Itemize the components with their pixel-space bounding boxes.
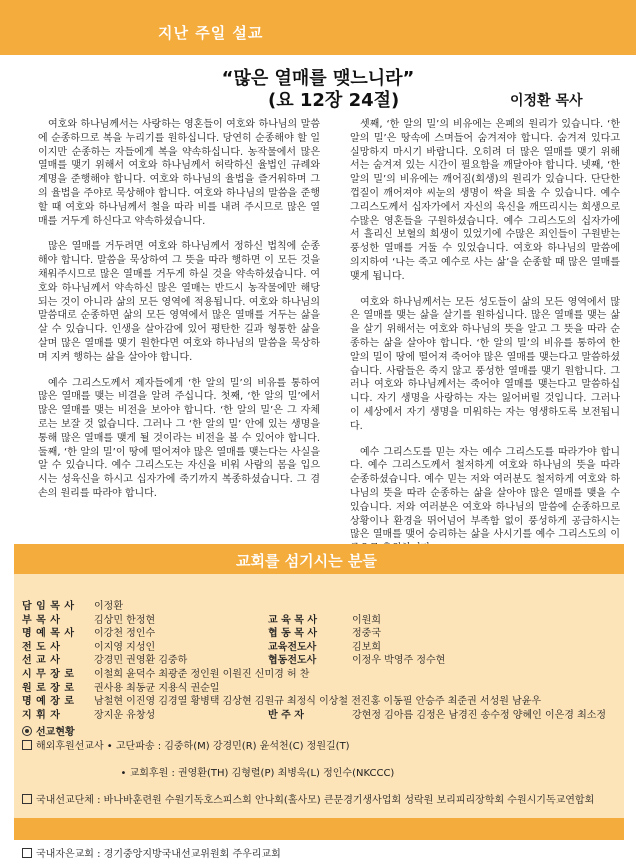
mission-text: 국내선교단체 : 바나바훈련원 수원기독호스피스회 안나회(홀사모) 큰문경기생사업회 성락원 보리피리장학회 수원시기독교연합회 [36, 794, 595, 806]
mission-text: 국내자은교회 : 경기중앙지방국내선교위원회 주우리교회 [36, 849, 281, 861]
sermon-right-column [350, 118, 620, 568]
sermon-title: “많은 열매를 맺느니라” [221, 68, 415, 89]
staff-names: 이지영 지성인 [94, 641, 156, 653]
staff-role: 담 임 목 사 [22, 601, 75, 612]
staff-names: 김상민 한정현 [94, 614, 156, 626]
staff-row [22, 668, 622, 682]
staff-row [22, 600, 622, 614]
staff-heading: 교회를 섬기시는 분들 [236, 552, 377, 570]
sermon-paragraph: 여호와 하나님께서는 사랑하는 영혼들이 여호와 하나님의 말씀에 순종하므로 복을 누리기를 원하십니다. 당연히 순종해야 할 일이지만 순종하는 자들에게 복을 약속하십니다. 농작물에서 많은 열매를 맺기 위해서 여호와 하나님께서 허락하신 율법인 규례와 계명을 준행해야 합니다. 여호와 하나님의 율법을 즐거워하며 그의 율법을 주야로 묵상해야 합니다. 여호와 하나님의 말씀을 준행할 때 여호와 하나님께서 철을 따라 비를 내려 주시므로 많은 열매를 거두게 하신다고 약속하셨습니다. [38, 119, 320, 227]
staff-row [22, 682, 622, 696]
staff-role: 협 동 목 사 [268, 628, 318, 640]
bullet-square-icon [22, 794, 32, 804]
staff-names: 이정우 박영주 정수현 [352, 655, 446, 667]
staff-role: 명 예 장 로 [22, 696, 75, 708]
staff-row [22, 709, 622, 723]
staff-names: 김보희 [352, 641, 381, 653]
staff-row [22, 627, 622, 641]
top-banner [0, 0, 636, 55]
staff-row [22, 654, 622, 668]
staff-role: 명 예 목 사 [22, 628, 75, 640]
section-tab-label: 지난 주일 설교 [158, 24, 264, 42]
mission-text: • 교회후원 : 권영환(TH) 김형렬(P) 최병욱(L) 정인수(NKCCC) [34, 767, 395, 779]
staff-panel-header [14, 544, 624, 574]
staff-list [22, 600, 622, 722]
mission-text: 해외후원선교사 • 고단파송 : 김중하(M) 강경민(R) 윤석천(C) 정원길(T) [36, 740, 350, 752]
staff-role: 교 육 목 사 [268, 614, 318, 626]
staff-names: 정중국 [352, 628, 381, 640]
staff-names: 강현정 김아름 김정은 남경진 송수정 양혜인 이은경 최소정 [352, 709, 607, 721]
staff-names: 이철희 윤덕수 최광준 정인원 이원진 신미경 허 찬 [94, 668, 310, 680]
staff-names: 이원희 [352, 614, 381, 626]
bullet-square-icon [22, 848, 32, 858]
mission-line [22, 740, 622, 754]
staff-role: 교육전도사 [268, 641, 317, 653]
mission-line [22, 753, 622, 794]
staff-names: 이정환 [94, 601, 123, 612]
staff-role: 원 로 장 로 [22, 682, 75, 694]
staff-names: 권사용 최동균 지용식 권순일 [94, 682, 220, 694]
staff-row [22, 641, 622, 655]
sermon-scripture: (요 12장 24절) [268, 90, 400, 111]
sermon-paragraph: 셋째, ‘한 알의 밀’의 비유에는 은폐의 원리가 있습니다. ‘한 알의 밀’은 땅속에 스며들어 숨겨져야 합니다. 숨겨져 있다고 실망하지 마시기 바랍니다. 오히려 더 많은 열매를 맺기 위해서는 숨겨져 있는 시간이 필요함을 깨달아야 합니다. 넷째, ‘한 알의 밀’의 비유에는 깨어짐(회생)의 원리가 있습니다. 단단한 껍질이 깨어져야 씨눈의 생명이 싹을 틔울 수 있습니다. 예수 그리스도께서 십자가에서 자신의 육신을 깨뜨리시는 희생으로 수많은 영혼들을 구원하셨습니다. 예수 그리스도의 십자가에서 흘리신 보혈의 희생이 있었기에 수많은 죄인들이 구원받는 풍성한 열매를 거둘 수 있었습니다. 여호와 하나님의 말씀에 의지하여 ‘나는 죽고 예수로 사는 삶’을 순종할 때 많은 열매를 맺게 됩니다. [350, 119, 620, 282]
mission-heading-row [22, 726, 622, 740]
sermon-paragraph: 많은 열매를 거두려면 여호와 하나님께서 정하신 법칙에 순종해야 합니다. 말씀을 묵상하여 그 뜻을 따라 행하면 이 모든 것을 채워주시므로 많은 열매를 거두게 하실 것을 약속하셨습니다. 여호와 하나님께서 약속하신 많은 열매는 반드시 농작물에만 해당되는 것이 아니라 삶의 모든 영역에 적용됩니다. 여호와 하나님의 말씀대로 순종하면 삶의 모든 영역에서 많은 열매를 거두는 삶을 살 수 있습니다. 인생을 살아감에 있어 평탄한 길과 형통한 삶을 살며 많은 열매를 맺기 원한다면 여호와 하나님의 말씀을 묵상하며 지켜 행하는 삶을 살아야 합니다. [38, 241, 320, 363]
staff-names: 남철현 이진영 김경열 황병택 김상현 김원규 최정식 이상철 전진홍 이동필 안승주 최준권 서성원 남윤우 [94, 696, 542, 708]
bullet-square-icon [22, 740, 32, 750]
sermon-paragraph: 예수 그리스도께서 제자들에게 ‘한 알의 밀’의 비유를 통하여 많은 열매를 맺는 비결을 알려 주십니다. 첫째, ‘한 알의 밀’에서 많은 열매를 맺는 비전을 보아야 합니다. ‘한 알의 밀’은 그 자체로는 보잘 것 없습니다. 그러나 그 ‘한 알의 밀’ 안에 있는 생명을 통해 많은 열매를 맺게 될 것이라는 비전을 볼 수 있어야 합니다. 둘째, ‘한 알의 밀’이 땅에 떨어져야 많은 열매를 맺는다는 사실을 알 수 있습니다. 예수 그리스도는 자신을 비워 사람의 몸을 입으시는 성육신을 하시고 십자가에 죽기까지 복종하셨습니다. 그 겸손의 원리를 따라야 합니다. [38, 377, 320, 499]
staff-row [22, 614, 622, 628]
staff-role: 부 목 사 [22, 614, 61, 626]
staff-names: 강경민 권영환 김중하 [94, 655, 188, 667]
sermon-left-column [38, 118, 320, 513]
staff-role: 지 휘 자 [22, 709, 61, 721]
bullet-circle-icon [22, 726, 32, 736]
staff-row [22, 695, 622, 709]
staff-role: 협동전도사 [268, 655, 317, 667]
sermon-preacher: 이정환 목사 [510, 93, 583, 109]
staff-role: 전 도 사 [22, 641, 61, 653]
staff-names: 장지운 유창성 [94, 709, 156, 721]
sermon-paragraph: 예수 그리스도를 믿는 자는 예수 그리스도를 따라가야 합니다. 예수 그리스도께서 철저하게 여호와 하나님의 뜻을 따라 순종하셨습니다. 예수 믿는 저와 여러분도 철저하게 여호와 하나님의 뜻을 따라 순종하는 삶을 살아야 많은 열매를 맺을 수 있습니다. 저와 여러분은 여호와 하나님의 말씀에 순종하므로 상황이나 환경을 뛰어넘어 부족함 없이 풍성하게 공급하시는 많은 열매를 맺어 승리하는 삶을 사시기를 예수 그리스도의 이 [350, 446, 620, 541]
mission-heading: 선교현황 [36, 727, 75, 738]
staff-names: 이강천 정인수 [94, 628, 156, 640]
staff-role: 시 무 장 로 [22, 668, 75, 680]
bottom-banner [14, 818, 624, 840]
staff-role: 선 교 사 [22, 655, 61, 667]
sermon-paragraph: 여호와 하나님께서는 모든 성도들이 삶의 모든 영역에서 많은 열매를 맺는 삶을 살기를 원하십니다. 많은 열매를 맺는 삶을 살기 위해서는 여호와 하나님의 뜻을 알고 그 뜻을 따라 순종하는 삶을 살아야 합니다. ‘한 알의 밀’의 비유를 통하여 한 알의 밀이 땅에 떨어져 죽어야 많은 열매를 맺는다고 말씀하셨습니다. 사람들은 죽지 않고 풍성한 열매를 맺기 원합니다. 그러나 여호와 하나님께서는 죽어야 열매를 맺는다고 말씀하십니다. 자기 생명을 사랑하는 자는 잃어버릴 것입니다. 그러나 이 세상에서 자기 생명을 미워하는 자는 영생하도록 보전됩니다. [350, 296, 620, 432]
mission-line [22, 794, 622, 808]
staff-role: 반 주 자 [268, 709, 304, 721]
mission-line [22, 848, 622, 862]
